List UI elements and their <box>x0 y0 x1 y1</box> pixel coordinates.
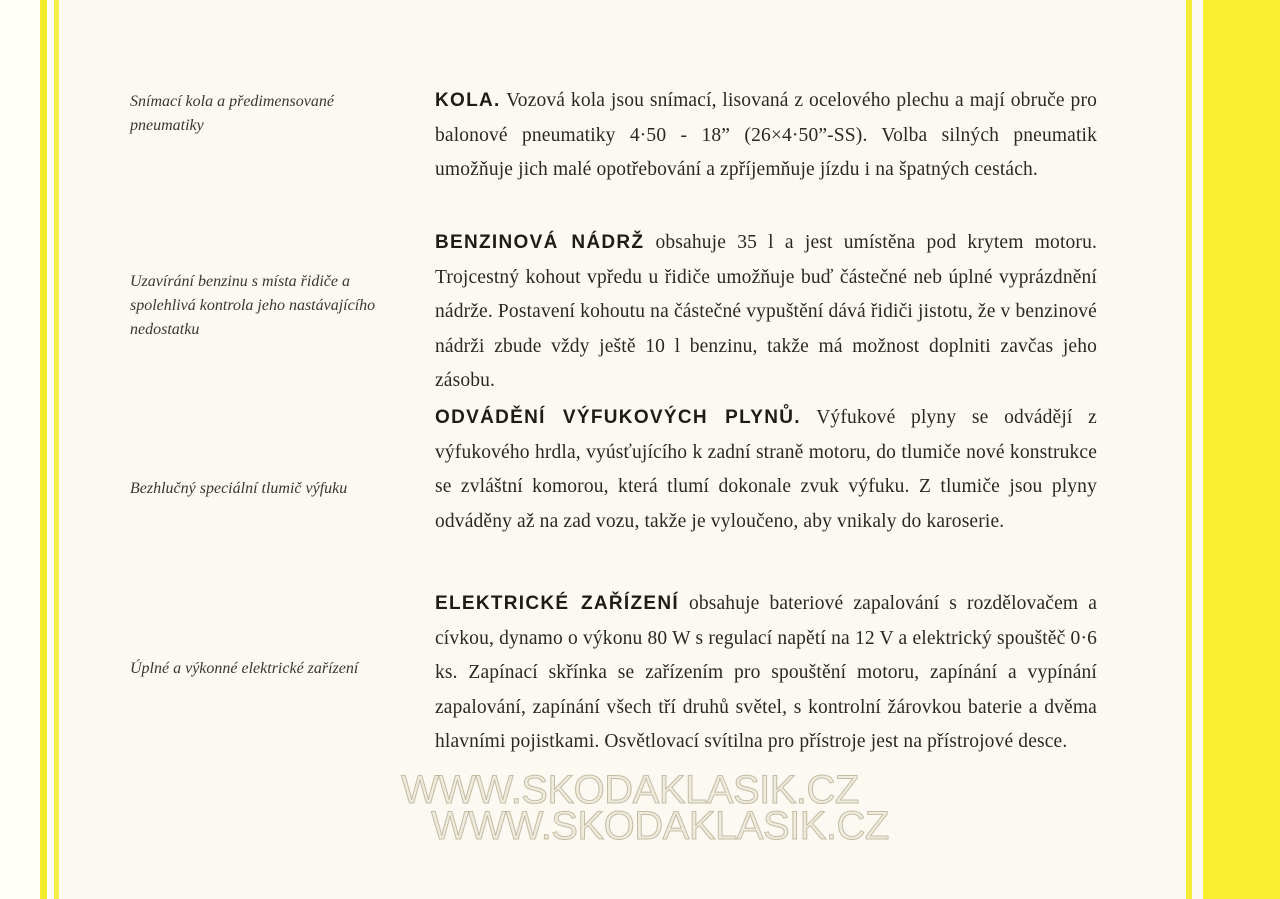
margin-note-wheels: Snímací kola a předimensované pneumatiky <box>130 93 334 134</box>
margin-note-electric: Úplné a výkonné elektrické zařízení <box>130 660 359 677</box>
section-exhaust <box>435 401 1097 539</box>
right-yellow-stripe <box>1186 0 1192 899</box>
section-wheels <box>435 84 1097 188</box>
watermark: WWW.SKODAKLASIK.CZ <box>401 768 859 812</box>
section-heading: ODVÁDĚNÍ VÝFUKOVÝCH PLYNŮ. <box>435 407 801 428</box>
section-text: obsahuje bateriové zapalování s rozdělovačem a cívkou, dynamo o výkonu 80 W s regulací napětí na 12 V a elektrický spouštěč 0·6 ks. Zapínací skřínka se zařízením pro spouštění motoru, zapínání a vypínání zapalování, zapínání všech tří druhů světel, s kontrolní žárovkou baterie a dvěma hlavními pojistkami. Osvětlovací svítilna pro přístroje jest na přístrojové desce. <box>435 593 1097 752</box>
section-heading: KOLA. <box>435 90 501 111</box>
left-border <box>0 0 60 899</box>
margin-note-exhaust: Bezhlučný speciální tlumič výfuku <box>130 480 348 497</box>
section-text: obsahuje 35 l a jest umístěna pod krytem motoru. Trojcestný kohout vpředu u řidiče umožňuje buď částečné neb úplné vyprázdnění nádrže. Postavení kohoutu na částečné vypuštění dává řidiči jistotu, že v benzinové nádrži zbude vždy ještě 10 l benzinu, takže má možnost doplniti zavčas jeho zásobu. <box>435 232 1097 391</box>
section-electric <box>435 587 1097 760</box>
margin-note-fuel: Uzavírání benzinu s místa řidiče a spolehlivá kontrola jeho nastávajícího nedostatku <box>130 273 376 338</box>
left-yellow-stripe-inner <box>54 0 59 899</box>
section-fuel-tank <box>435 226 1097 399</box>
watermark-shadow: WWW.SKODAKLASIK.CZ <box>431 804 889 848</box>
section-heading: ELEKTRICKÉ ZAŘÍZENÍ <box>435 593 679 614</box>
section-heading: BENZINOVÁ NÁDRŽ <box>435 232 645 253</box>
left-yellow-stripe <box>40 0 47 899</box>
section-text: Výfukové plyny se odvádějí z výfukového hrdla, vyúsťujícího k zadní straně motoru, do tlumiče nové konstrukce se zvláštní komorou, která tlumí dokonale zvuk výfuku. Z tlumiče jsou plyny odváděny až na zad vozu, takže je vyloučeno, aby vnikaly do karoserie. <box>435 407 1097 532</box>
section-text: Vozová kola jsou snímací, lisovaná z ocelového plechu a mají obruče pro balonové pneumatiky 4·50 - 18” (26×4·50”-SS). Volba silných pneumatik umožňuje jich malé opotřebování a zpříjemňuje jízdu i na špatných cestách. <box>435 90 1097 180</box>
right-yellow-border <box>1203 0 1280 899</box>
